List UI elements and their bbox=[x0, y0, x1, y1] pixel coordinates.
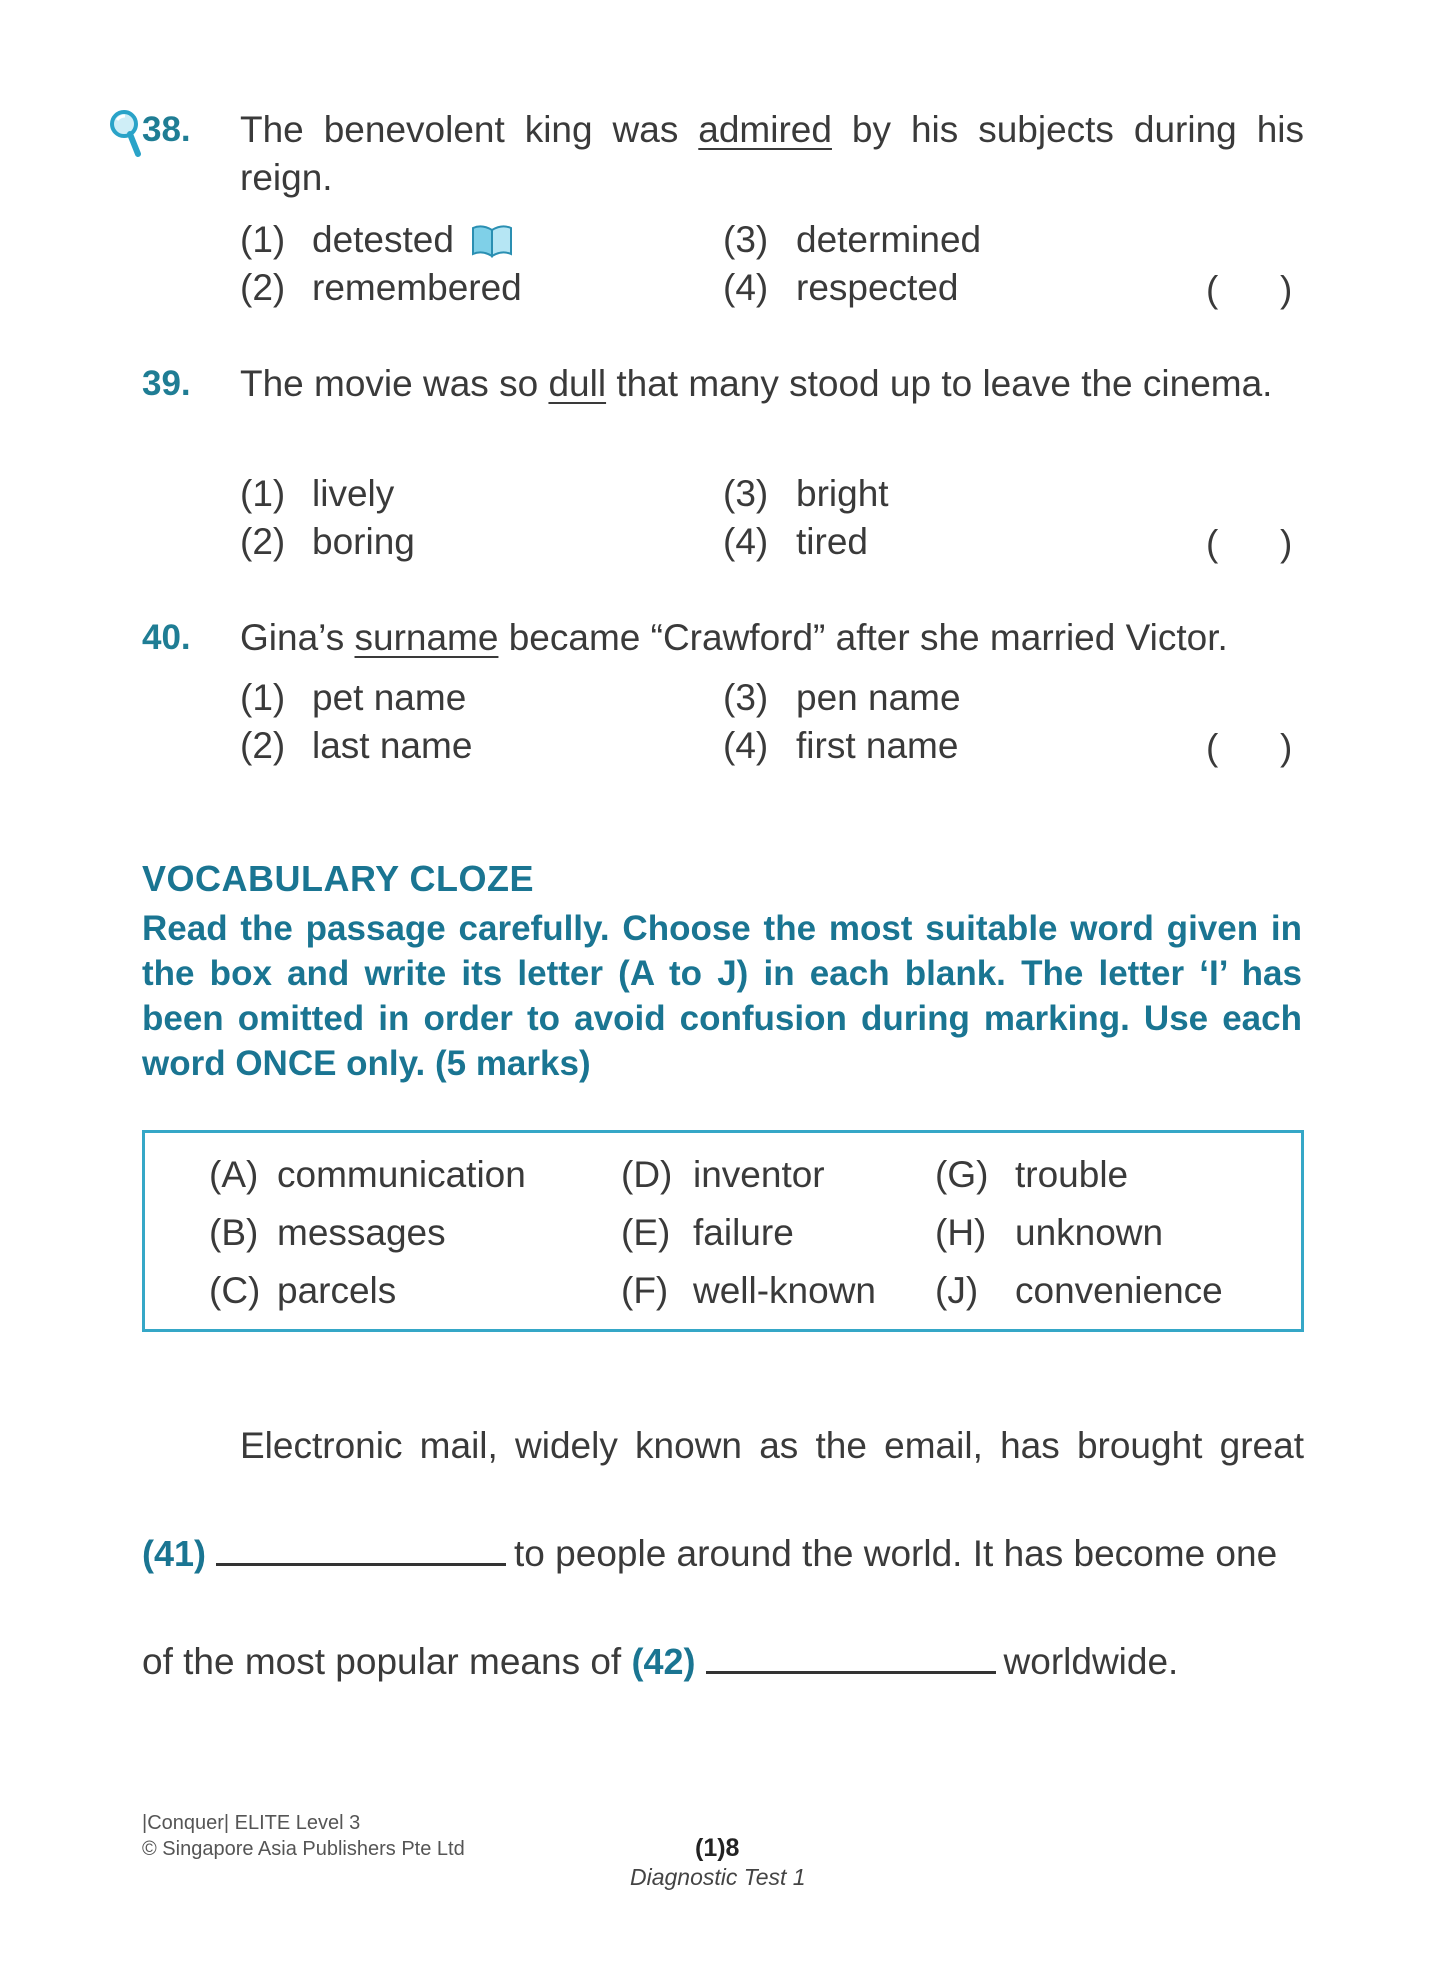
stem-pre: The benevolent king was bbox=[240, 109, 699, 150]
question-number: 38. bbox=[142, 110, 191, 149]
passage-text: to people around the world. It has become one bbox=[514, 1533, 1278, 1574]
option-3-text: determined bbox=[796, 219, 982, 260]
word-option: messages bbox=[277, 1212, 446, 1253]
stem-post: that many stood up to leave the cinema. bbox=[606, 363, 1273, 404]
word-option: well-known bbox=[693, 1270, 877, 1311]
blank-number: (42) bbox=[631, 1641, 696, 1682]
word-letter: (E) bbox=[621, 1212, 671, 1253]
option-3-label: (3) bbox=[723, 219, 769, 260]
option-2-label: (2) bbox=[240, 267, 286, 308]
footer-series: |Conquer| ELITE Level 3 bbox=[142, 1812, 361, 1834]
option-1-text: lively bbox=[312, 473, 395, 514]
word-option: convenience bbox=[1015, 1270, 1223, 1311]
underlined-word: admired bbox=[698, 109, 832, 150]
option-1-label: (1) bbox=[240, 219, 286, 260]
answer-box[interactable]: ( ) bbox=[1206, 269, 1293, 310]
underlined-word: dull bbox=[548, 363, 607, 404]
passage-text: worldwide. bbox=[1003, 1641, 1179, 1682]
question-number: 39. bbox=[142, 364, 191, 403]
option-4-label: (4) bbox=[723, 521, 769, 562]
answer-box[interactable]: ( ) bbox=[1206, 523, 1293, 564]
word-box bbox=[142, 1130, 1304, 1332]
word-letter: (C) bbox=[209, 1270, 261, 1311]
word-option: failure bbox=[693, 1212, 794, 1253]
option-1-text: pet name bbox=[312, 677, 467, 718]
word-letter: (H) bbox=[935, 1212, 987, 1253]
option-1-label: (1) bbox=[240, 677, 286, 718]
question-stem bbox=[240, 360, 1304, 408]
passage-line bbox=[142, 1532, 1277, 1576]
answer-box[interactable]: ( ) bbox=[1206, 727, 1293, 768]
blank-number: (41) bbox=[142, 1533, 207, 1574]
test-name: Diagnostic Test 1 bbox=[630, 1864, 806, 1890]
answer-blank-42[interactable] bbox=[706, 1671, 996, 1674]
underlined-word: surname bbox=[354, 617, 499, 658]
question-stem bbox=[240, 106, 1304, 202]
option-4-label: (4) bbox=[723, 725, 769, 766]
stem-pre: The movie was so bbox=[240, 363, 549, 404]
stem-post: by his subjects during his reign. bbox=[240, 109, 1304, 198]
option-3-label: (3) bbox=[723, 677, 769, 718]
section-instructions: Read the passage carefully. Choose the most suitable word given in the box and write its letter (A to J) in each blank. The letter ‘I’ has been omitted in order to avoid confusion during marking. Use each word ONCE only. (5 marks) bbox=[142, 909, 1302, 1083]
magnifier-icon bbox=[108, 108, 142, 158]
option-4-text: respected bbox=[796, 267, 959, 308]
option-3-text: bright bbox=[796, 473, 889, 514]
page-number: (1)8 bbox=[695, 1834, 740, 1862]
word-letter: (J) bbox=[935, 1270, 979, 1311]
word-letter: (D) bbox=[621, 1154, 673, 1195]
word-option: inventor bbox=[693, 1154, 825, 1195]
option-2-text: remembered bbox=[312, 267, 522, 308]
passage-line: Electronic mail, widely known as the email, has brought great bbox=[240, 1425, 1304, 1466]
open-book-icon bbox=[470, 224, 514, 258]
answer-blank-41[interactable] bbox=[216, 1563, 506, 1566]
option-4-text: first name bbox=[796, 725, 959, 766]
passage-line bbox=[142, 1640, 1178, 1684]
option-4-text: tired bbox=[796, 521, 868, 562]
word-letter: (A) bbox=[209, 1154, 259, 1195]
word-letter: (G) bbox=[935, 1154, 989, 1195]
footer-publisher: © Singapore Asia Publishers Pte Ltd bbox=[142, 1838, 465, 1860]
option-2-text: last name bbox=[312, 725, 473, 766]
word-letter: (B) bbox=[209, 1212, 259, 1253]
option-3-label: (3) bbox=[723, 473, 769, 514]
option-2-label: (2) bbox=[240, 521, 286, 562]
word-option: parcels bbox=[277, 1270, 397, 1311]
option-1-text: detested bbox=[312, 219, 454, 260]
word-option: unknown bbox=[1015, 1212, 1164, 1253]
stem-post: became “Crawford” after she married Victor. bbox=[498, 617, 1228, 658]
stem-pre: Gina’s bbox=[240, 617, 355, 658]
word-letter: (F) bbox=[621, 1270, 669, 1311]
section-title: VOCABULARY CLOZE bbox=[142, 858, 535, 899]
option-2-text: boring bbox=[312, 521, 415, 562]
option-2-label: (2) bbox=[240, 725, 286, 766]
option-3-text: pen name bbox=[796, 677, 961, 718]
question-stem bbox=[240, 614, 1304, 662]
question-number: 40. bbox=[142, 618, 191, 657]
word-option: communication bbox=[277, 1154, 526, 1195]
option-1-label: (1) bbox=[240, 473, 286, 514]
word-option: trouble bbox=[1015, 1154, 1129, 1195]
option-4-label: (4) bbox=[723, 267, 769, 308]
passage-text: of the most popular means of bbox=[142, 1641, 622, 1682]
